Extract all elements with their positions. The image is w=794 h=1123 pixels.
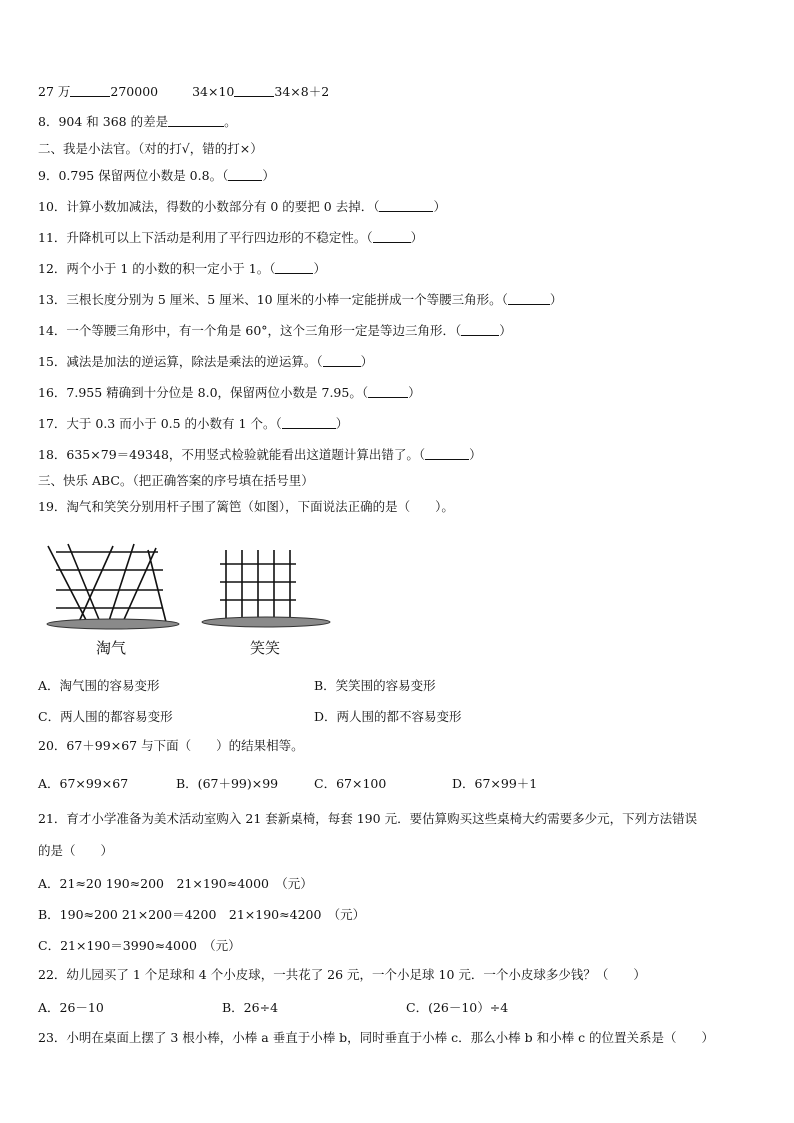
question-15-text: 15．减法是加法的逆运算，除法是乘法的逆运算。（ bbox=[38, 354, 323, 369]
question-18-text: 18．635×79＝49348，不用竖式检验就能看出这道题计算出错了。（ bbox=[38, 447, 426, 462]
question-11-blank[interactable] bbox=[373, 230, 411, 243]
paren-close: ） bbox=[408, 385, 421, 400]
question-10 bbox=[38, 199, 446, 215]
q21-option-c[interactable]: C．21×190＝3990≈4000 （元） bbox=[38, 938, 241, 953]
section-3-heading: 三、快乐 ABC。（把正确答案的序号填在括号里） bbox=[38, 473, 314, 488]
xiaoxiao-fence bbox=[220, 550, 296, 620]
paren-close: ） bbox=[433, 199, 446, 214]
q21-option-a[interactable]: A．21≈20 190≈200 21×190≈4000 （元） bbox=[38, 876, 313, 891]
q19-option-d[interactable]: D．两人围的都不容易变形 bbox=[314, 709, 462, 724]
taoqi-fence bbox=[48, 544, 166, 624]
taoqi-label: 淘气 bbox=[96, 639, 127, 657]
paren-close: ） bbox=[360, 354, 374, 369]
question-9-text: 9．0.795 保留两位小数是 0.8。（ bbox=[38, 168, 229, 183]
question-15-blank[interactable] bbox=[323, 354, 361, 367]
paren-close: ） bbox=[549, 292, 563, 307]
question-14 bbox=[38, 323, 512, 339]
question-20: 20．67＋99×67 与下面（ ）的结果相等。 bbox=[38, 738, 304, 753]
question-13-text: 13．三根长度分别为 5 厘米、5 厘米、10 厘米的小棒一定能拼成一个等腰三角形。（ bbox=[38, 292, 508, 307]
compare-right-a: 270000 bbox=[110, 84, 159, 99]
q19-option-b[interactable]: B．笑笑围的容易变形 bbox=[314, 678, 436, 693]
question-8-end: 。 bbox=[224, 114, 237, 129]
compare-line bbox=[38, 84, 329, 100]
paren-close: ） bbox=[410, 230, 424, 245]
question-12 bbox=[38, 261, 326, 277]
question-16-blank[interactable] bbox=[368, 385, 408, 398]
section-2-heading: 二、我是小法官。（对的打√，错的打×） bbox=[38, 141, 263, 156]
q20-option-a[interactable]: A．67×99×67 bbox=[38, 776, 129, 791]
compare-left-b: 34×10 bbox=[192, 84, 235, 99]
question-11 bbox=[38, 230, 423, 246]
question-10-blank[interactable] bbox=[379, 199, 433, 212]
question-8-text: 8．904 和 368 的差是 bbox=[38, 114, 169, 129]
question-21-line-2: 的是（ ） bbox=[38, 843, 114, 858]
compare-right-b: 34×8＋2 bbox=[274, 84, 330, 99]
q21-option-b[interactable]: B．190≈200 21×200＝4200 21×190≈4200 （元） bbox=[38, 907, 366, 922]
question-22: 22．幼儿园买了 1 个足球和 4 个小皮球，一共花了 26 元，一个小足球 10 元．一个小皮球多少钱？（ ） bbox=[38, 967, 646, 982]
question-9 bbox=[38, 168, 275, 184]
question-17-text: 17．大于 0.3 而小于 0.5 的小数有 1 个。（ bbox=[38, 416, 282, 431]
compare-left-a: 27 万 bbox=[38, 84, 71, 99]
question-18 bbox=[38, 447, 482, 463]
question-14-text: 14．一个等腰三角形中，有一个角是 60°，这个三角形一定是等边三角形．（ bbox=[38, 323, 462, 338]
paren-close: ） bbox=[335, 416, 349, 431]
question-19: 19．淘气和笑笑分别用杆子围了篱笆（如图），下面说法正确的是（ ）。 bbox=[38, 499, 454, 514]
question-12-blank[interactable] bbox=[275, 261, 313, 274]
question-9-blank[interactable] bbox=[228, 168, 262, 181]
compare-blank-1[interactable] bbox=[70, 84, 110, 97]
q20-option-b[interactable]: B．(67＋99)×99 bbox=[176, 776, 279, 791]
question-13 bbox=[38, 292, 562, 308]
paren-close: ） bbox=[313, 261, 326, 276]
q19-option-c[interactable]: C．两人围的都容易变形 bbox=[38, 709, 173, 724]
question-17 bbox=[38, 416, 348, 432]
question-23: 23．小明在桌面上摆了 3 根小棒，小棒 a 垂直于小棒 b，同时垂直于小棒 c．那么小棒 b 和小棒 c 的位置关系是（ ） bbox=[38, 1030, 715, 1045]
paren-close: ） bbox=[469, 447, 482, 462]
question-8-blank[interactable] bbox=[168, 114, 224, 127]
q20-option-d[interactable]: D．67×99＋1 bbox=[452, 776, 538, 791]
paren-close: ） bbox=[499, 323, 512, 338]
question-11-text: 11．升降机可以上下活动是利用了平行四边形的不稳定性。（ bbox=[38, 230, 373, 245]
q22-option-a[interactable]: A．26－10 bbox=[38, 1000, 104, 1015]
question-17-blank[interactable] bbox=[282, 416, 336, 429]
compare-blank-2[interactable] bbox=[234, 84, 274, 97]
xiaoxiao-label: 笑笑 bbox=[250, 639, 281, 657]
question-12-text: 12．两个小于 1 的小数的积一定小于 1。（ bbox=[38, 261, 276, 276]
question-10-text: 10．计算小数加减法，得数的小数部分有 0 的要把 0 去掉．（ bbox=[38, 199, 380, 214]
fence-figure bbox=[38, 540, 338, 660]
question-18-blank[interactable] bbox=[425, 447, 469, 460]
question-13-blank[interactable] bbox=[508, 292, 550, 305]
q22-option-b[interactable]: B．26÷4 bbox=[222, 1000, 279, 1015]
q20-option-c[interactable]: C．67×100 bbox=[314, 776, 387, 791]
question-16-text: 16．7.955 精确到十分位是 8.0，保留两位小数是 7.95。（ bbox=[38, 385, 369, 400]
q22-option-c[interactable]: C．(26－10）÷4 bbox=[406, 1000, 509, 1015]
question-8 bbox=[38, 114, 237, 130]
q19-option-a[interactable]: A．淘气围的容易变形 bbox=[38, 678, 160, 693]
question-16 bbox=[38, 385, 421, 401]
taoqi-base bbox=[47, 619, 179, 629]
xiaoxiao-base bbox=[202, 617, 330, 627]
question-14-blank[interactable] bbox=[461, 323, 499, 336]
question-15 bbox=[38, 354, 373, 370]
paren-close: ） bbox=[262, 168, 275, 183]
question-21-line-1: 21．育才小学准备为美术活动室购入 21 套新桌椅，每套 190 元．要估算购买这些桌椅大约需要多少元，下列方法错误 bbox=[38, 811, 698, 826]
